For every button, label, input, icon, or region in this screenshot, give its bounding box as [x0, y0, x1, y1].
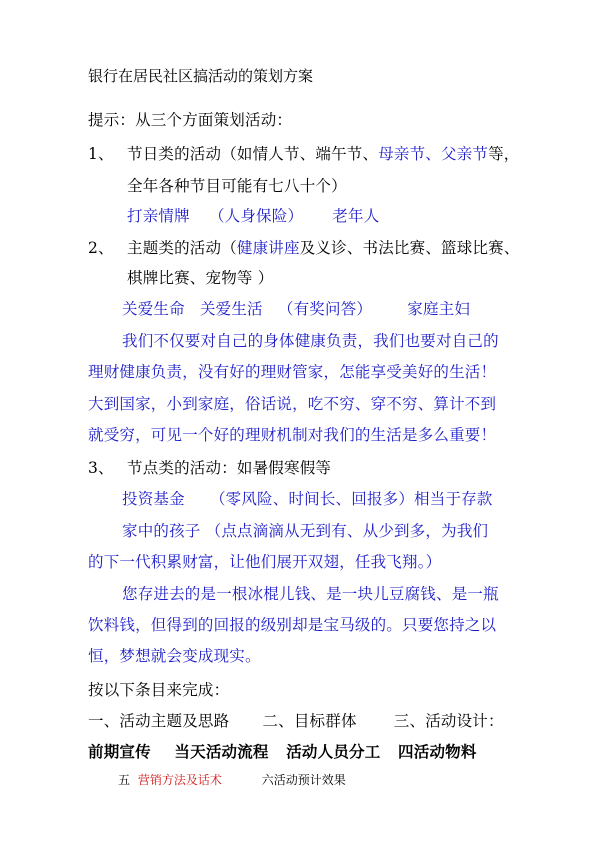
- item3-fund-b: （零风险、时间长、回报多）相当于存款: [209, 490, 493, 508]
- item1-sub-b: （人身保险）: [208, 207, 304, 225]
- item3-line: 节点类的活动：如暑假寒假等: [127, 459, 332, 477]
- item2-suffix: 及义诊、书法比赛、篮球比赛、: [299, 239, 520, 257]
- footer-item6: 六活动预计效果: [261, 773, 346, 787]
- item2-para-3: 大到国家，小到家庭，俗话说，吃不穷、穿不穷、算计不到: [88, 395, 497, 413]
- outline-item-3: 三、活动设计：: [393, 712, 504, 730]
- item3-child-1: 家中的孩子 （点点滴滴从无到有、从少到多，为我们: [122, 522, 489, 540]
- item1-number: 1、: [88, 145, 114, 163]
- item1-line: [127, 144, 520, 164]
- hint-line: 提示：从三个方面策划活动：: [88, 111, 293, 129]
- doc-title: 银行在居民社区搞活动的策划方案: [88, 67, 314, 85]
- item2-line2: 棋牌比赛、宠物等 ）: [127, 269, 274, 287]
- item2-sub-a: 关爱生命: [122, 300, 185, 318]
- footer-num: 五: [118, 773, 131, 787]
- item2-sub: [122, 299, 470, 319]
- item1-prefix: 节日类的活动（如情人节、端午节、: [127, 145, 379, 163]
- item2-sub-c: （有奖问答）: [277, 300, 373, 318]
- item3-para-2: 饮料钱，但得到的回报的级别却是宝马级的。只要您持之以: [88, 616, 497, 634]
- item3-fund-line: [122, 489, 493, 509]
- outline-intro: 按以下条目来完成：: [88, 681, 230, 699]
- item1-sub: [127, 206, 379, 226]
- item1-sub-c: 老年人: [332, 207, 380, 225]
- outline-row2: [88, 742, 477, 762]
- item3-fund-a: 投资基金: [122, 490, 185, 508]
- item3-child-2: 的下一代积累财富，让他们展开双翅，任我飞翔。）: [88, 553, 442, 571]
- outline-item-1: 一、活动主题及思路: [88, 712, 230, 730]
- footer-red: 营销方法及话术: [137, 773, 222, 787]
- outline-item-2: 二、目标群体: [262, 712, 357, 730]
- item2-prefix: 主题类的活动（: [127, 239, 237, 257]
- item1-suffix: 等，: [488, 145, 520, 163]
- outline-row2-d: 四活动物料: [398, 742, 477, 761]
- item1-sub-a: 打亲情牌: [127, 207, 190, 225]
- item2-para-4: 就受穷，可见一个好的理财机制对我们的生活是多么重要！: [88, 426, 497, 444]
- footer-line: [118, 770, 346, 790]
- item3-para-1: 您存进去的是一根冰棍儿钱、是一块儿豆腐钱、是一瓶: [122, 585, 499, 603]
- item2-para-1: 我们不仅要对自己的身体健康负责，我们也要对自己的: [122, 332, 499, 350]
- outline-row2-a: 前期宣传: [88, 742, 151, 761]
- item2-line: [127, 238, 520, 258]
- outline-row2-b: 当天活动流程: [174, 742, 269, 761]
- item2-sub-d: 家庭主妇: [407, 300, 471, 318]
- outline-row1: [88, 711, 504, 731]
- item3-para-3: 恒，梦想就会变成现实。: [88, 647, 261, 665]
- item2-para-2: 理财健康负责，没有好的理财管家，怎能享受美好的生活！: [88, 363, 497, 381]
- item1-blue-holidays: 母亲节、父亲节: [378, 145, 489, 163]
- item1-line2: 全年各种节目可能有七八十个）: [127, 177, 347, 195]
- item2-blue-health: 健康讲座: [236, 239, 300, 257]
- outline-row2-c: 活动人员分工: [286, 742, 381, 761]
- item2-number: 2、: [88, 239, 114, 257]
- item2-sub-b: 关爱生活: [199, 300, 263, 318]
- item3-number: 3、: [88, 459, 114, 477]
